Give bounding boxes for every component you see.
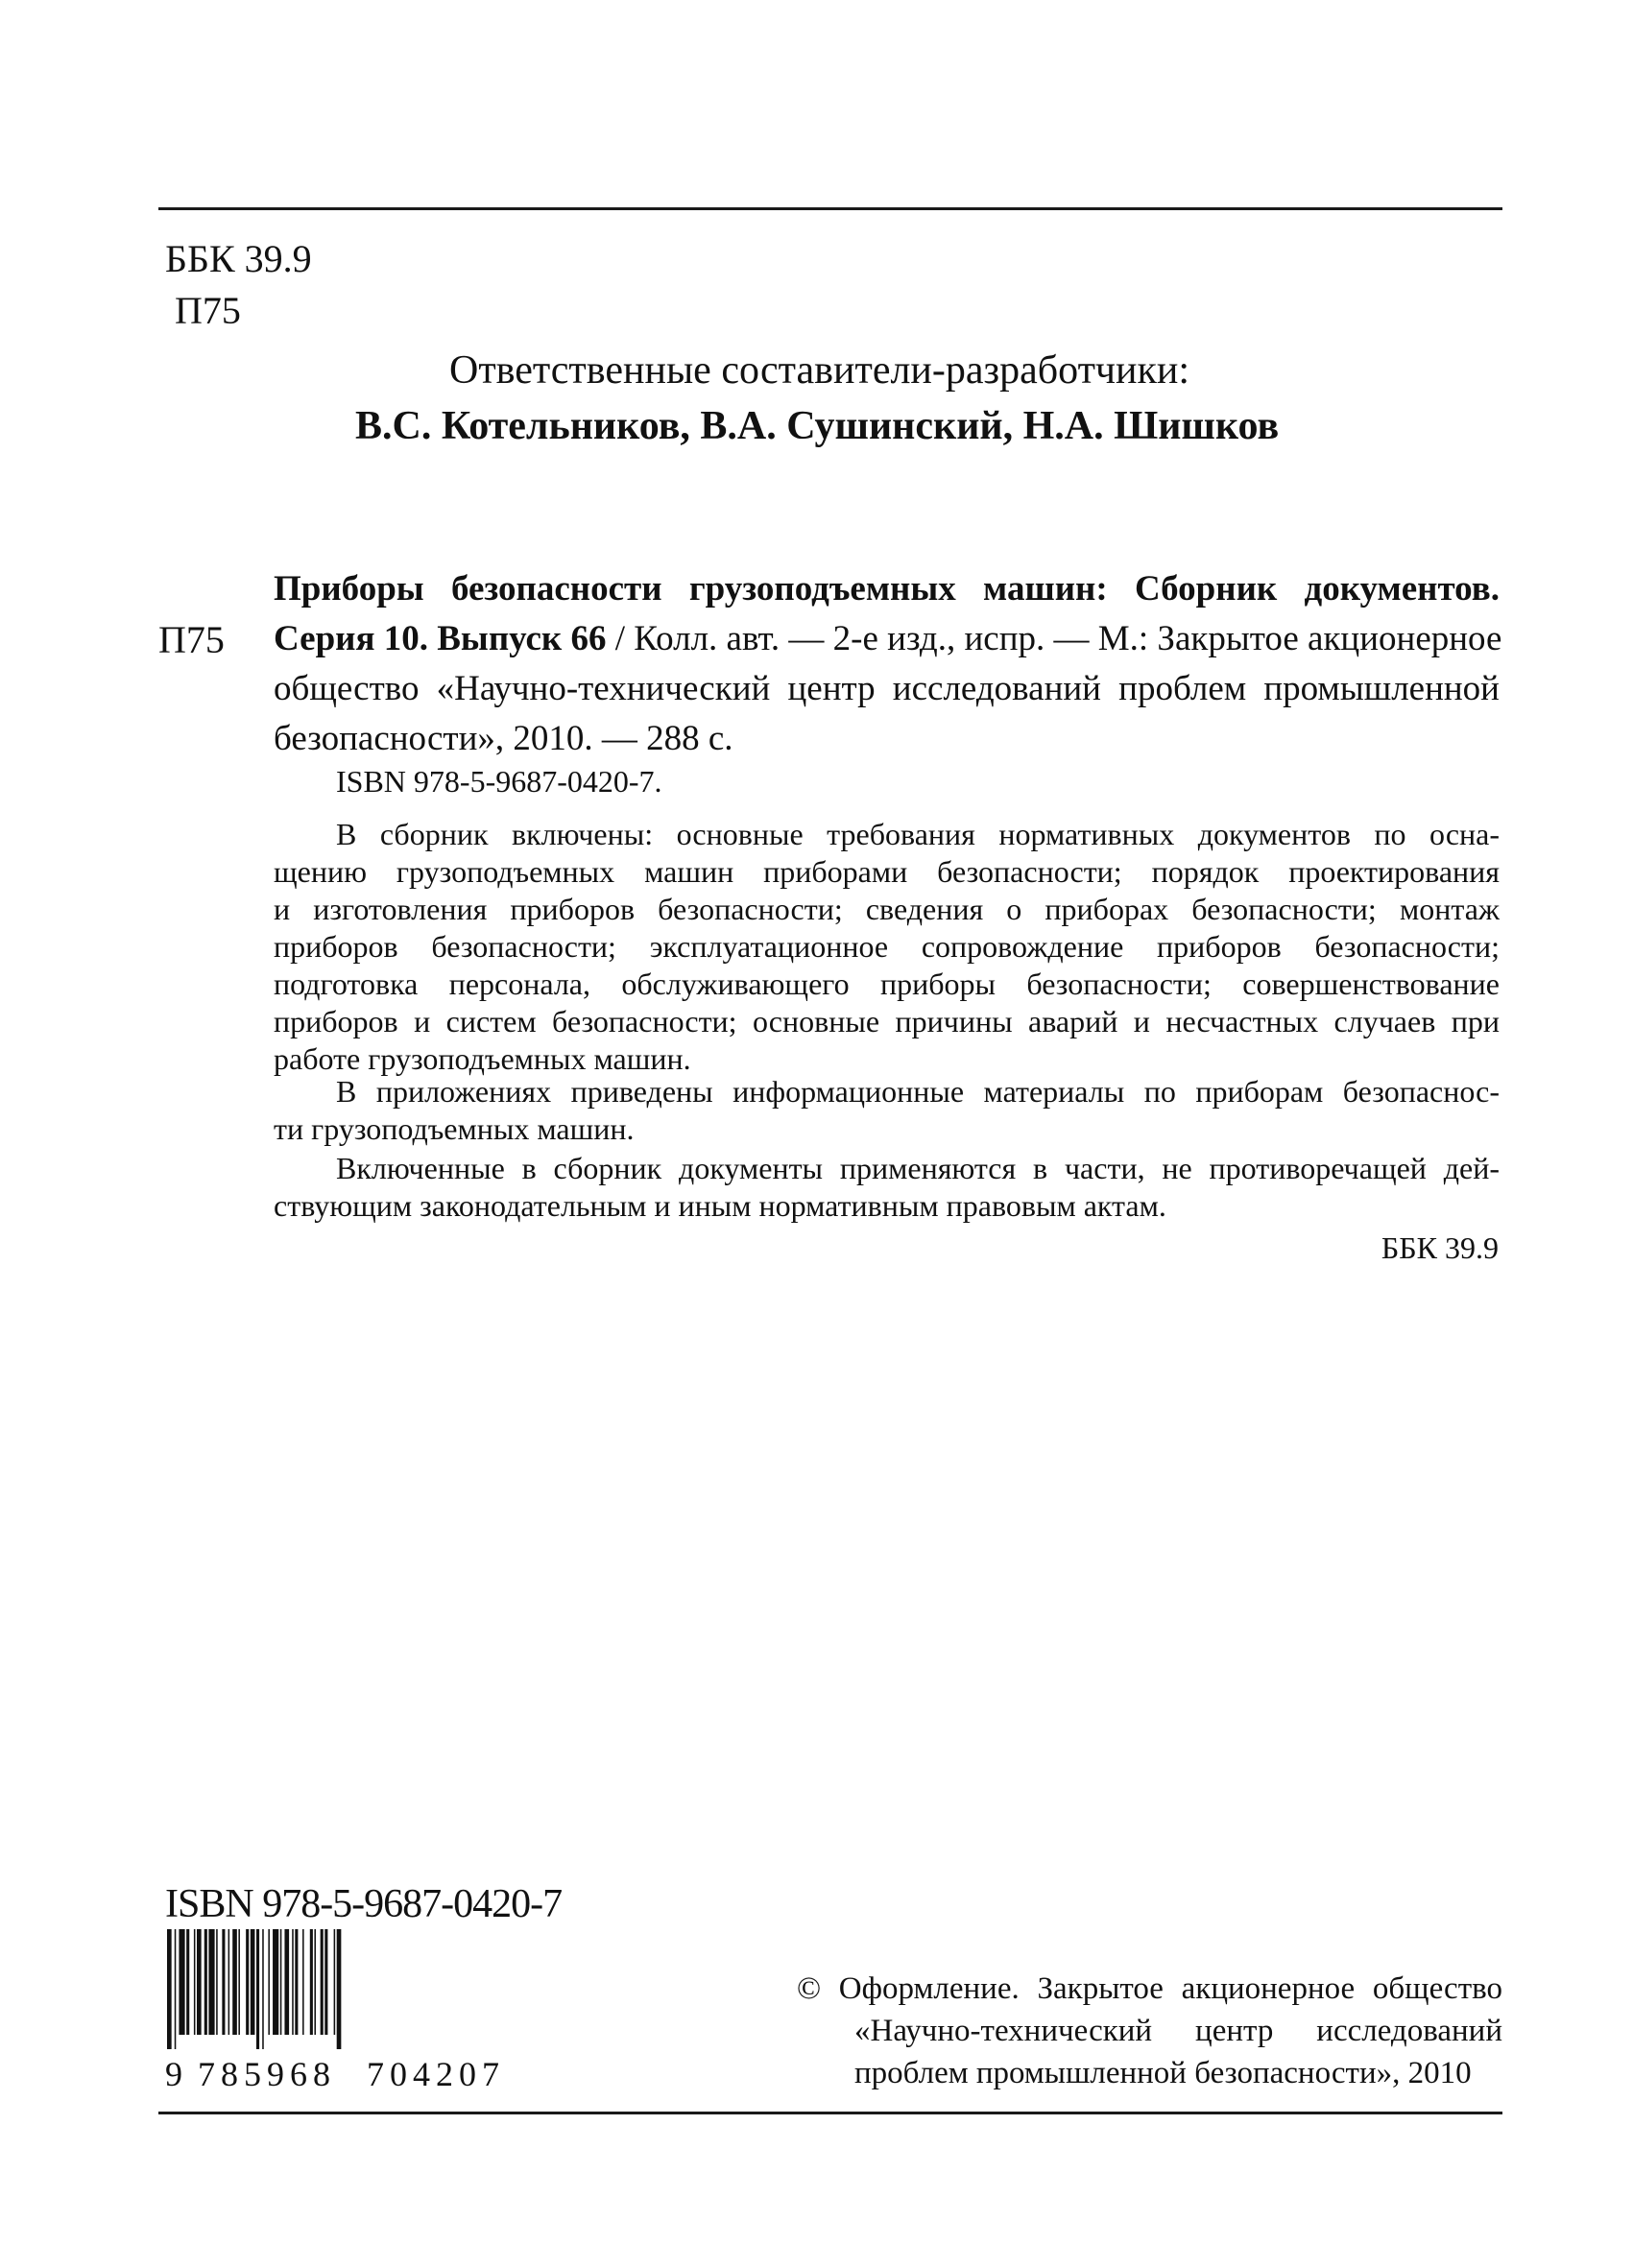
- barcode-digit-lead: 9: [165, 2055, 182, 2093]
- biblio-publisher: общество «Научно-технический центр исследований проблем промышленной: [274, 669, 1500, 708]
- annotation-paragraph-2: В приложениях приведены информационные материалы по приборам безопаснос- ти грузоподъемных машин.: [274, 1074, 1500, 1146]
- biblio-code: П75: [158, 618, 225, 661]
- biblio-year-pages: безопасности», 2010. — 288 с.: [274, 719, 733, 758]
- copyright-notice: © Оформление. Закрытое акционерное общество «Научно-технический центр исследований проблем промышленной безопасности», 2010: [797, 1971, 1502, 2090]
- bbk-index: ББК 39.9: [165, 237, 312, 280]
- barcode-digits-left: 785968: [198, 2055, 336, 2093]
- bottom-rule: [158, 2112, 1502, 2114]
- annotation-paragraph-3: Включенные в сборник документы применяются в части, не противоречащей дей- ствующим законодательным и иным нормативным правовым актам.: [274, 1151, 1500, 1223]
- isbn-record: ISBN 978-5-9687-0420-7.: [336, 764, 662, 799]
- top-rule: [158, 207, 1502, 210]
- barcode-digits-right: 704207: [367, 2055, 505, 2093]
- annotation-paragraph-1: В сборник включены: основные требования нормативных документов по осна- щению грузоподъемных машин приборами безопасности; порядок проектирования и изготовления приборов безопасности; сведения о приборах безопасности; монтаж приборов безопасности; эксплуатационное сопровождение приборов безопасности; подготовка персонала, обслуживающего приборы безопасности; совершенствование приборов и систем безопасности; основные причины аварий и несчастных случаев при работе грузоподъемных машин.: [274, 817, 1500, 1076]
- biblio-title: Приборы безопасности грузоподъемных машин: Сборник документов.: [274, 569, 1500, 609]
- authors-label: Ответственные составители-разработчики:: [449, 348, 1190, 393]
- bibliographic-record: [274, 564, 1500, 764]
- bbk-index-bottom: ББК 39.9: [1381, 1230, 1499, 1265]
- authors-names: В.С. Котельников, В.А. Сушинский, Н.А. Шишков: [355, 404, 1280, 448]
- barcode-icon: [165, 1929, 557, 2049]
- barcode-isbn: ISBN 978-5-9687-0420-7: [165, 1882, 563, 1926]
- author-code: П75: [175, 289, 241, 332]
- barcode-digits: [165, 2054, 568, 2092]
- biblio-series: Серия 10. Выпуск 66 / Колл. авт. — 2-е изд., испр. — М.: Закрытое акционерное: [274, 619, 1502, 658]
